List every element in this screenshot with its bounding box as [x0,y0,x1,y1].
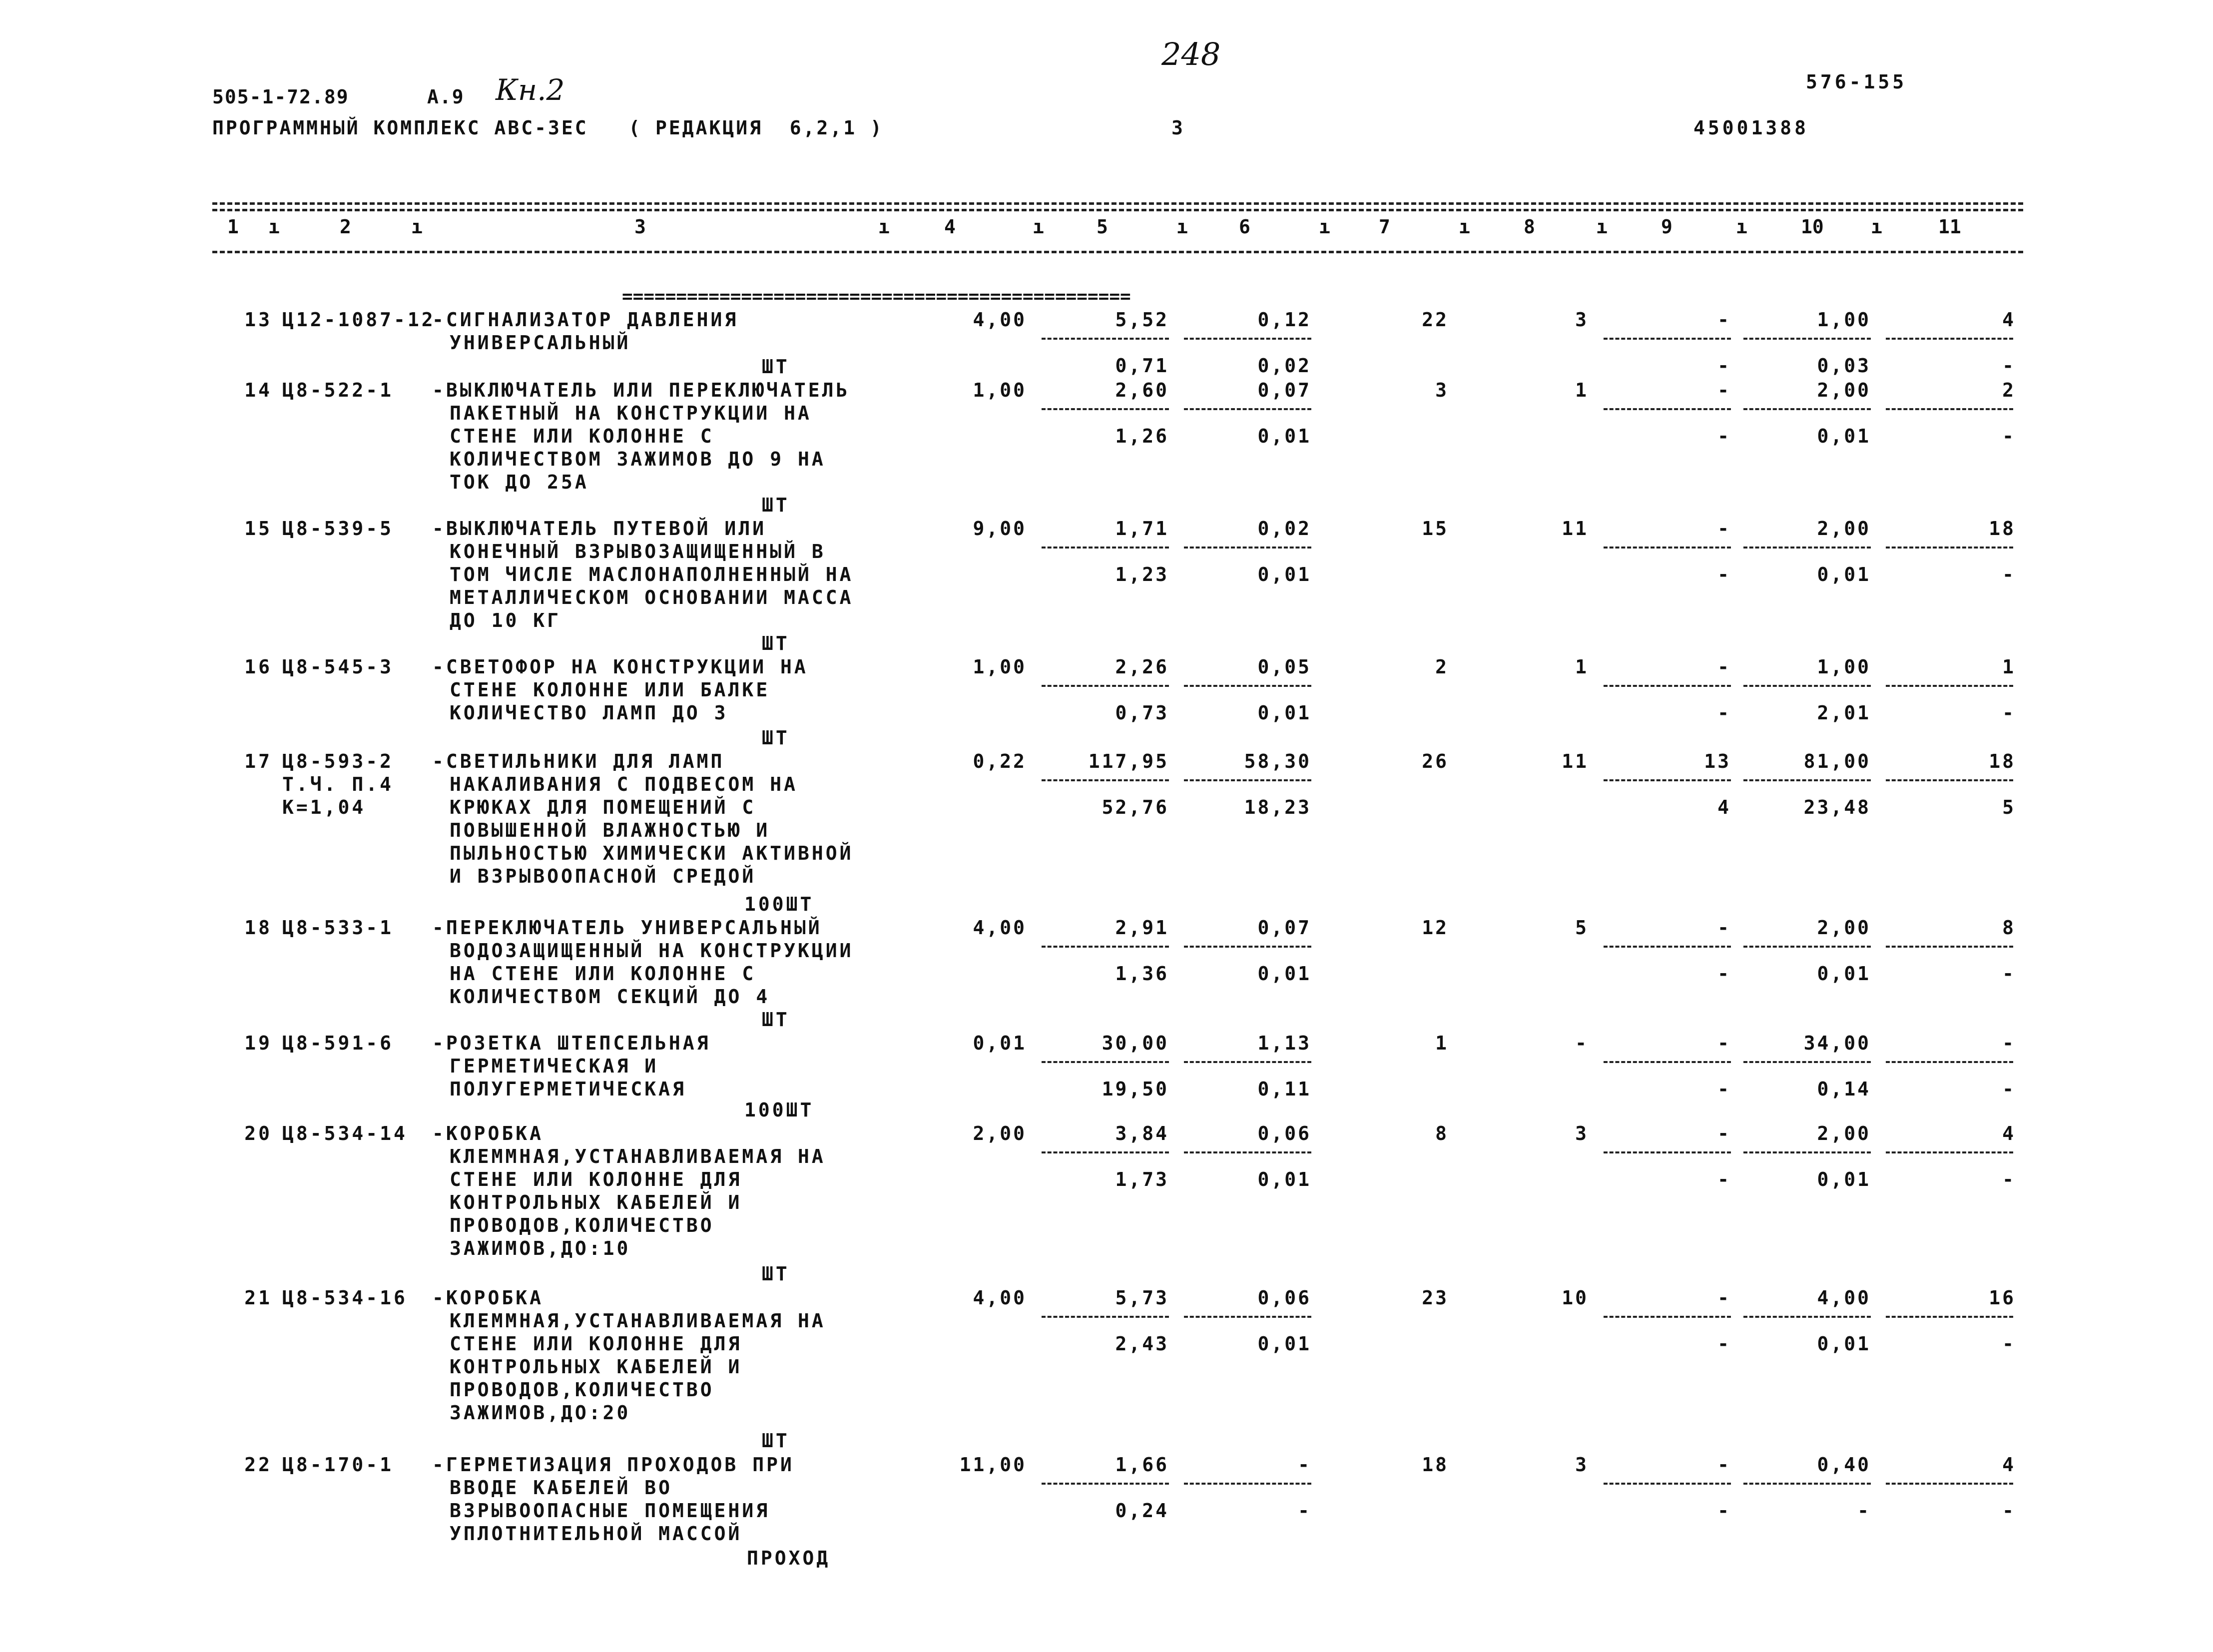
col-separator: ı [878,216,890,238]
row-value-c11a: 4 [2002,309,2016,331]
row-value-c8: 3 [1575,309,1589,331]
fraction-line [1042,547,1169,549]
row-value-c9a: - [1717,1287,1731,1309]
col-separator: ı [1319,216,1330,238]
row-description: ВОДОЗАЩИЩЕННЫЙ НА КОНСТРУКЦИИ [450,940,854,962]
row-description: ВВОДЕ КАБЕЛЕЙ ВО [450,1477,673,1499]
col-header-8: 8 [1524,216,1535,238]
row-code: Ц8-539-5 [282,518,394,540]
row-value-c6a: 0,02 [1257,518,1311,540]
row-value-c10a: 34,00 [1803,1032,1871,1054]
col-separator: ı [1176,216,1188,238]
fraction-line [1184,1483,1311,1485]
row-number: 22 [244,1454,272,1476]
col-header-11: 11 [1938,216,1961,238]
fraction-line [1743,1316,1871,1318]
row-code: Т.Ч. П.4 [282,773,394,795]
row-value-c10b: 0,01 [1817,1333,1871,1355]
fraction-line [1886,338,2013,340]
row-value-c4: 0,22 [973,750,1027,772]
row-number: 21 [244,1287,272,1309]
row-value-c10a: 2,00 [1817,379,1871,401]
row-value-c9a: - [1717,379,1731,401]
top-divider: =============================================== [622,286,1131,307]
col-header-3: 3 [634,216,646,238]
row-value-c5b: 1,73 [1115,1168,1169,1190]
row-description: -ГЕРМЕТИЗАЦИЯ ПРОХОДОВ ПРИ [432,1454,794,1476]
fraction-line [1743,1483,1871,1485]
row-value-c8: 1 [1575,379,1589,401]
row-number: 18 [244,917,272,939]
fraction-line [1604,338,1731,340]
row-code: Ц8-522-1 [282,379,394,401]
row-value-c6a: 58,30 [1244,750,1311,772]
row-value-c5a: 2,26 [1115,656,1169,678]
fraction-line [1042,1316,1169,1318]
row-number: 14 [244,379,272,401]
fraction-line [1184,408,1311,410]
fraction-line [1886,779,2013,781]
row-value-c6b: - [1298,1500,1311,1522]
row-value-c11a: 8 [2002,917,2016,939]
row-description: -ВЫКЛЮЧАТЕЛЬ ИЛИ ПЕРЕКЛЮЧАТЕЛЬ [432,379,850,401]
row-value-c4: 9,00 [973,518,1027,540]
row-value-c8: 10 [1562,1287,1589,1309]
row-value-c5a: 5,52 [1115,309,1169,331]
col-separator: ı [1459,216,1470,238]
col-separator: ı [1871,216,1882,238]
fraction-line [1184,779,1311,781]
row-value-c9a: - [1717,1454,1731,1476]
row-value-c10b: 0,14 [1817,1078,1871,1100]
row-value-c6b: 0,01 [1257,1333,1311,1355]
row-code: Ц8-545-3 [282,656,394,678]
row-value-c11a: 1 [2002,656,2016,678]
row-value-c6b: 0,01 [1257,1168,1311,1190]
row-value-c5b: 1,26 [1115,425,1169,447]
fraction-line [1743,946,1871,948]
row-value-c7: 3 [1435,379,1449,401]
fraction-line [1604,685,1731,687]
row-value-c10a: 2,00 [1817,1122,1871,1144]
row-value-c11a: 18 [1989,750,2016,772]
fraction-line [1184,1316,1311,1318]
row-value-c7: 8 [1435,1122,1449,1144]
row-value-c11b: - [2002,563,2016,585]
row-description: -КОРОБКА [432,1122,544,1144]
row-description: КОНЕЧНЫЙ ВЗРЫВОЗАЩИЩЕННЫЙ В [450,541,826,562]
col-separator: ı [1033,216,1044,238]
col-header-2: 2 [340,216,351,238]
row-description: КРЮКАХ ДЛЯ ПОМЕЩЕНИЙ С [450,796,756,818]
row-value-c11b: 5 [2002,796,2016,818]
row-unit: 100ШТ [744,1099,814,1121]
row-value-c10b: 0,03 [1817,355,1871,377]
row-value-c11b: - [2002,963,2016,985]
row-value-c7: 23 [1422,1287,1449,1309]
row-value-c10a: 0,40 [1817,1454,1871,1476]
row-value-c6b: 0,01 [1257,963,1311,985]
row-value-c6a: 0,06 [1257,1122,1311,1144]
row-value-c6a: 1,13 [1257,1032,1311,1054]
col-header-4: 4 [944,216,956,238]
row-value-c7: 12 [1422,917,1449,939]
row-value-c10b: 23,48 [1803,796,1871,818]
row-unit: ШТ [762,1009,790,1031]
doc-code: 505-1-72.89 [212,86,349,108]
row-value-c9b: - [1717,702,1731,724]
row-value-c9b: - [1717,425,1731,447]
row-description: СТЕНЕ ИЛИ КОЛОННЕ С [450,425,714,447]
row-value-c10a: 1,00 [1817,656,1871,678]
row-value-c7: 15 [1422,518,1449,540]
fraction-line [1886,408,2013,410]
row-value-c11b: - [2002,425,2016,447]
row-description: ТОК ДО 25А [450,471,589,493]
col-separator: ı [411,216,423,238]
row-value-c10a: 81,00 [1803,750,1871,772]
fraction-line [1886,1316,2013,1318]
row-value-c9b: - [1717,963,1731,985]
fraction-line [1184,685,1311,687]
row-value-c9b: - [1717,1333,1731,1355]
row-description: ДО 10 КГ [450,609,561,631]
row-code: Ц8-593-2 [282,750,394,772]
row-value-c5a: 1,66 [1115,1454,1169,1476]
row-value-c11b: - [2002,1078,2016,1100]
row-number: 15 [244,518,272,540]
fraction-line [1604,1061,1731,1063]
row-value-c5b: 0,24 [1115,1500,1169,1522]
row-description: УПЛОТНИТЕЛЬНОЙ МАССОЙ [450,1523,742,1545]
row-value-c8: 3 [1575,1122,1589,1144]
row-description: И ВЗРЫВООПАСНОЙ СРЕДОЙ [450,865,756,887]
row-description: КОЛИЧЕСТВО ЛАМП ДО 3 [450,702,728,724]
row-value-c6b: 0,11 [1257,1078,1311,1100]
fraction-line [1604,1151,1731,1153]
row-unit: ШТ [762,1263,790,1285]
row-unit: ШТ [762,632,790,654]
fraction-line [1604,1316,1731,1318]
col-separator: ı [1596,216,1608,238]
row-value-c8: 3 [1575,1454,1589,1476]
row-code: Ц8-591-6 [282,1032,394,1054]
row-value-c9a: - [1717,1032,1731,1054]
row-value-c5b: 52,76 [1102,796,1169,818]
row-value-c4: 4,00 [973,1287,1027,1309]
row-value-c9a: - [1717,518,1731,540]
fraction-line [1184,338,1311,340]
fraction-line [1743,408,1871,410]
col-header-7: 7 [1379,216,1390,238]
fraction-line [1604,1483,1731,1485]
row-unit: ШТ [762,1430,790,1452]
row-value-c6b: 0,01 [1257,425,1311,447]
row-value-c5b: 1,23 [1115,563,1169,585]
row-value-c11a: 2 [2002,379,2016,401]
row-description: УНИВЕРСАЛЬНЫЙ [450,332,631,354]
row-description: -ВЫКЛЮЧАТЕЛЬ ПУТЕВОЙ ИЛИ [432,518,767,540]
row-value-c10a: 2,00 [1817,518,1871,540]
row-description: ПРОВОДОВ,КОЛИЧЕСТВО [450,1214,714,1236]
row-description: ПАКЕТНЫЙ НА КОНСТРУКЦИИ НА [450,402,812,424]
row-value-c10a: 4,00 [1817,1287,1871,1309]
row-value-c6a: - [1298,1454,1311,1476]
book-label: Кн.2 [496,73,565,107]
row-number: 20 [244,1122,272,1144]
row-value-c5a: 117,95 [1088,750,1169,772]
row-code: Ц8-533-1 [282,917,394,939]
row-value-c9b: - [1717,1078,1731,1100]
fraction-line [1042,685,1169,687]
row-description: КОЛИЧЕСТВОМ ЗАЖИМОВ ДО 9 НА [450,448,826,470]
col-header-10: 10 [1801,216,1824,238]
row-description: НАКАЛИВАНИЯ С ПОДВЕСОМ НА [450,773,798,795]
row-value-c6a: 0,05 [1257,656,1311,678]
fraction-line [1184,1151,1311,1153]
row-description: ПОВЫШЕННОЙ ВЛАЖНОСТЬЮ И [450,819,770,841]
fraction-line [1604,408,1731,410]
row-description: СТЕНЕ ИЛИ КОЛОННЕ ДЛЯ [450,1333,742,1355]
row-value-c6b: 0,01 [1257,563,1311,585]
row-description: ГЕРМЕТИЧЕСКАЯ И [450,1055,659,1077]
row-value-c10b: 0,01 [1817,563,1871,585]
fraction-line [1743,685,1871,687]
row-value-c8: 11 [1562,518,1589,540]
row-value-c10b: - [1857,1500,1871,1522]
row-number: 16 [244,656,272,678]
row-value-c11b: - [2002,355,2016,377]
fraction-line [1604,779,1731,781]
row-value-c8: - [1575,1032,1589,1054]
row-value-c10b: 0,01 [1817,1168,1871,1190]
row-value-c9a: - [1717,309,1731,331]
row-value-c8: 5 [1575,917,1589,939]
row-value-c10b: 0,01 [1817,963,1871,985]
row-value-c5a: 2,60 [1115,379,1169,401]
col-header-9: 9 [1661,216,1672,238]
row-value-c7: 22 [1422,309,1449,331]
row-value-c5a: 1,71 [1115,518,1169,540]
row-value-c9a: - [1717,656,1731,678]
row-number: 19 [244,1032,272,1054]
row-value-c4: 2,00 [973,1122,1027,1144]
row-value-c5a: 3,84 [1115,1122,1169,1144]
row-value-c9a: - [1717,1122,1731,1144]
row-code: Ц8-534-14 [282,1122,408,1144]
row-description: -ПЕРЕКЛЮЧАТЕЛЬ УНИВЕРСАЛЬНЫЙ [432,917,822,939]
row-value-c5b: 19,50 [1102,1078,1169,1100]
row-value-c11b: - [2002,1168,2016,1190]
row-value-c9b: 4 [1717,796,1731,818]
fraction-line [1743,1151,1871,1153]
row-value-c11a: 18 [1989,518,2016,540]
row-value-c7: 26 [1422,750,1449,772]
row-description: -РОЗЕТКА ШТЕПСЕЛЬНАЯ [432,1032,711,1054]
row-value-c10a: 2,00 [1817,917,1871,939]
row-value-c9a: - [1717,917,1731,939]
row-code: К=1,04 [282,796,366,818]
program-line: ПРОГРАММНЫЙ КОМПЛЕКС АВС-3ЕС ( РЕДАКЦИЯ 6,2,1 ) [212,117,884,139]
reference-code: 576-155 [1806,71,1907,93]
row-unit: ШТ [762,494,790,516]
row-value-c5b: 0,73 [1115,702,1169,724]
row-description: КОЛИЧЕСТВОМ СЕКЦИЙ ДО 4 [450,986,770,1008]
row-unit: ШТ [762,356,790,378]
col-header-6: 6 [1239,216,1250,238]
row-description: КЛЕММНАЯ,УСТАНАВЛИВАЕМАЯ НА [450,1145,826,1167]
header-rule-top-1 [212,202,2023,205]
row-code: Ц8-170-1 [282,1454,394,1476]
album-label: А.9 [427,86,465,108]
row-description: ЗАЖИМОВ,ДО:20 [450,1402,631,1424]
row-unit: ШТ [762,727,790,749]
sheet-number: 3 [1171,117,1186,139]
row-description: ПРОВОДОВ,КОЛИЧЕСТВО [450,1379,714,1401]
row-number: 13 [244,309,272,331]
fraction-line [1743,779,1871,781]
document-id: 45001388 [1693,117,1809,139]
fraction-line [1042,1151,1169,1153]
row-description: СТЕНЕ ИЛИ КОЛОННЕ ДЛЯ [450,1168,742,1190]
row-code: Ц8-534-16 [282,1287,408,1309]
row-value-c9a: 13 [1704,750,1731,772]
row-value-c6b: 0,01 [1257,702,1311,724]
col-header-1: 1 [227,216,239,238]
row-description: ЗАЖИМОВ,ДО:10 [450,1237,631,1259]
row-value-c10b: 0,01 [1817,425,1871,447]
row-value-c6a: 0,12 [1257,309,1311,331]
fraction-line [1042,779,1169,781]
row-description: -СВЕТИЛЬНИКИ ДЛЯ ЛАМП [432,750,725,772]
row-value-c6b: 0,02 [1257,355,1311,377]
row-value-c4: 1,00 [973,379,1027,401]
fraction-line [1886,1151,2013,1153]
fraction-line [1886,685,2013,687]
fraction-line [1042,1061,1169,1063]
row-value-c6a: 0,07 [1257,917,1311,939]
row-description: НА СТЕНЕ ИЛИ КОЛОННЕ С [450,963,756,985]
row-value-c6a: 0,07 [1257,379,1311,401]
row-value-c9b: - [1717,563,1731,585]
fraction-line [1743,1061,1871,1063]
row-value-c6a: 0,06 [1257,1287,1311,1309]
row-description: ПОЛУГЕРМЕТИЧЕСКАЯ [450,1078,686,1100]
row-number: 17 [244,750,272,772]
fraction-line [1042,1483,1169,1485]
row-description: КЛЕММНАЯ,УСТАНАВЛИВАЕМАЯ НА [450,1310,826,1332]
row-value-c11a: 16 [1989,1287,2016,1309]
fraction-line [1042,946,1169,948]
row-value-c5b: 1,36 [1115,963,1169,985]
fraction-line [1886,1483,2013,1485]
row-value-c5a: 2,91 [1115,917,1169,939]
row-unit: 100ШТ [744,893,814,915]
fraction-line [1604,946,1731,948]
row-value-c11b: - [2002,1500,2016,1522]
row-description: МЕТАЛЛИЧЕСКОМ ОСНОВАНИИ МАССА [450,586,854,608]
fraction-line [1743,338,1871,340]
fraction-line [1886,547,2013,549]
fraction-line [1184,946,1311,948]
row-unit: ПРОХОД [747,1547,831,1569]
page-number: 248 [1161,36,1221,72]
row-value-c8: 11 [1562,750,1589,772]
row-value-c4: 4,00 [973,917,1027,939]
row-value-c5a: 30,00 [1102,1032,1169,1054]
fraction-line [1184,1061,1311,1063]
fraction-line [1886,946,2013,948]
row-description: ТОМ ЧИСЛЕ МАСЛОНАПОЛНЕННЫЙ НА [450,563,854,585]
row-description: -СИГНАЛИЗАТОР ДАВЛЕНИЯ [432,309,739,331]
row-value-c4: 0,01 [973,1032,1027,1054]
row-value-c9b: - [1717,355,1731,377]
fraction-line [1604,547,1731,549]
row-value-c4: 11,00 [959,1454,1027,1476]
row-value-c5b: 2,43 [1115,1333,1169,1355]
row-value-c10a: 1,00 [1817,309,1871,331]
row-description: КОНТРОЛЬНЫХ КАБЕЛЕЙ И [450,1356,742,1378]
row-description: ПЫЛЬНОСТЬЮ ХИМИЧЕСКИ АКТИВНОЙ [450,842,854,864]
col-header-5: 5 [1097,216,1108,238]
row-value-c6b: 18,23 [1244,796,1311,818]
row-value-c5b: 0,71 [1115,355,1169,377]
row-description: -СВЕТОФОР НА КОНСТРУКЦИИ НА [432,656,808,678]
row-value-c7: 18 [1422,1454,1449,1476]
row-value-c4: 4,00 [973,309,1027,331]
fraction-line [1184,547,1311,549]
header-rule-bottom [212,251,2023,253]
row-value-c11b: - [2002,702,2016,724]
row-code: Ц12-1087-12 [282,309,436,331]
row-value-c5a: 5,73 [1115,1287,1169,1309]
row-value-c7: 2 [1435,656,1449,678]
header-rule-top-2 [212,209,2023,211]
fraction-line [1042,408,1169,410]
row-value-c7: 1 [1435,1032,1449,1054]
row-description: СТЕНЕ КОЛОННЕ ИЛИ БАЛКЕ [450,679,770,701]
row-description: ВЗРЫВООПАСНЫЕ ПОМЕЩЕНИЯ [450,1500,770,1522]
col-separator: ı [1736,216,1747,238]
row-value-c11b: - [2002,1333,2016,1355]
row-value-c9b: - [1717,1168,1731,1190]
row-value-c11a: - [2002,1032,2016,1054]
col-separator: ı [268,216,280,238]
row-value-c9b: - [1717,1500,1731,1522]
row-value-c4: 1,00 [973,656,1027,678]
row-description: -КОРОБКА [432,1287,544,1309]
row-description: КОНТРОЛЬНЫХ КАБЕЛЕЙ И [450,1191,742,1213]
fraction-line [1886,1061,2013,1063]
row-value-c8: 1 [1575,656,1589,678]
fraction-line [1743,547,1871,549]
row-value-c11a: 4 [2002,1122,2016,1144]
row-value-c10b: 2,01 [1817,702,1871,724]
row-value-c11a: 4 [2002,1454,2016,1476]
fraction-line [1042,338,1169,340]
